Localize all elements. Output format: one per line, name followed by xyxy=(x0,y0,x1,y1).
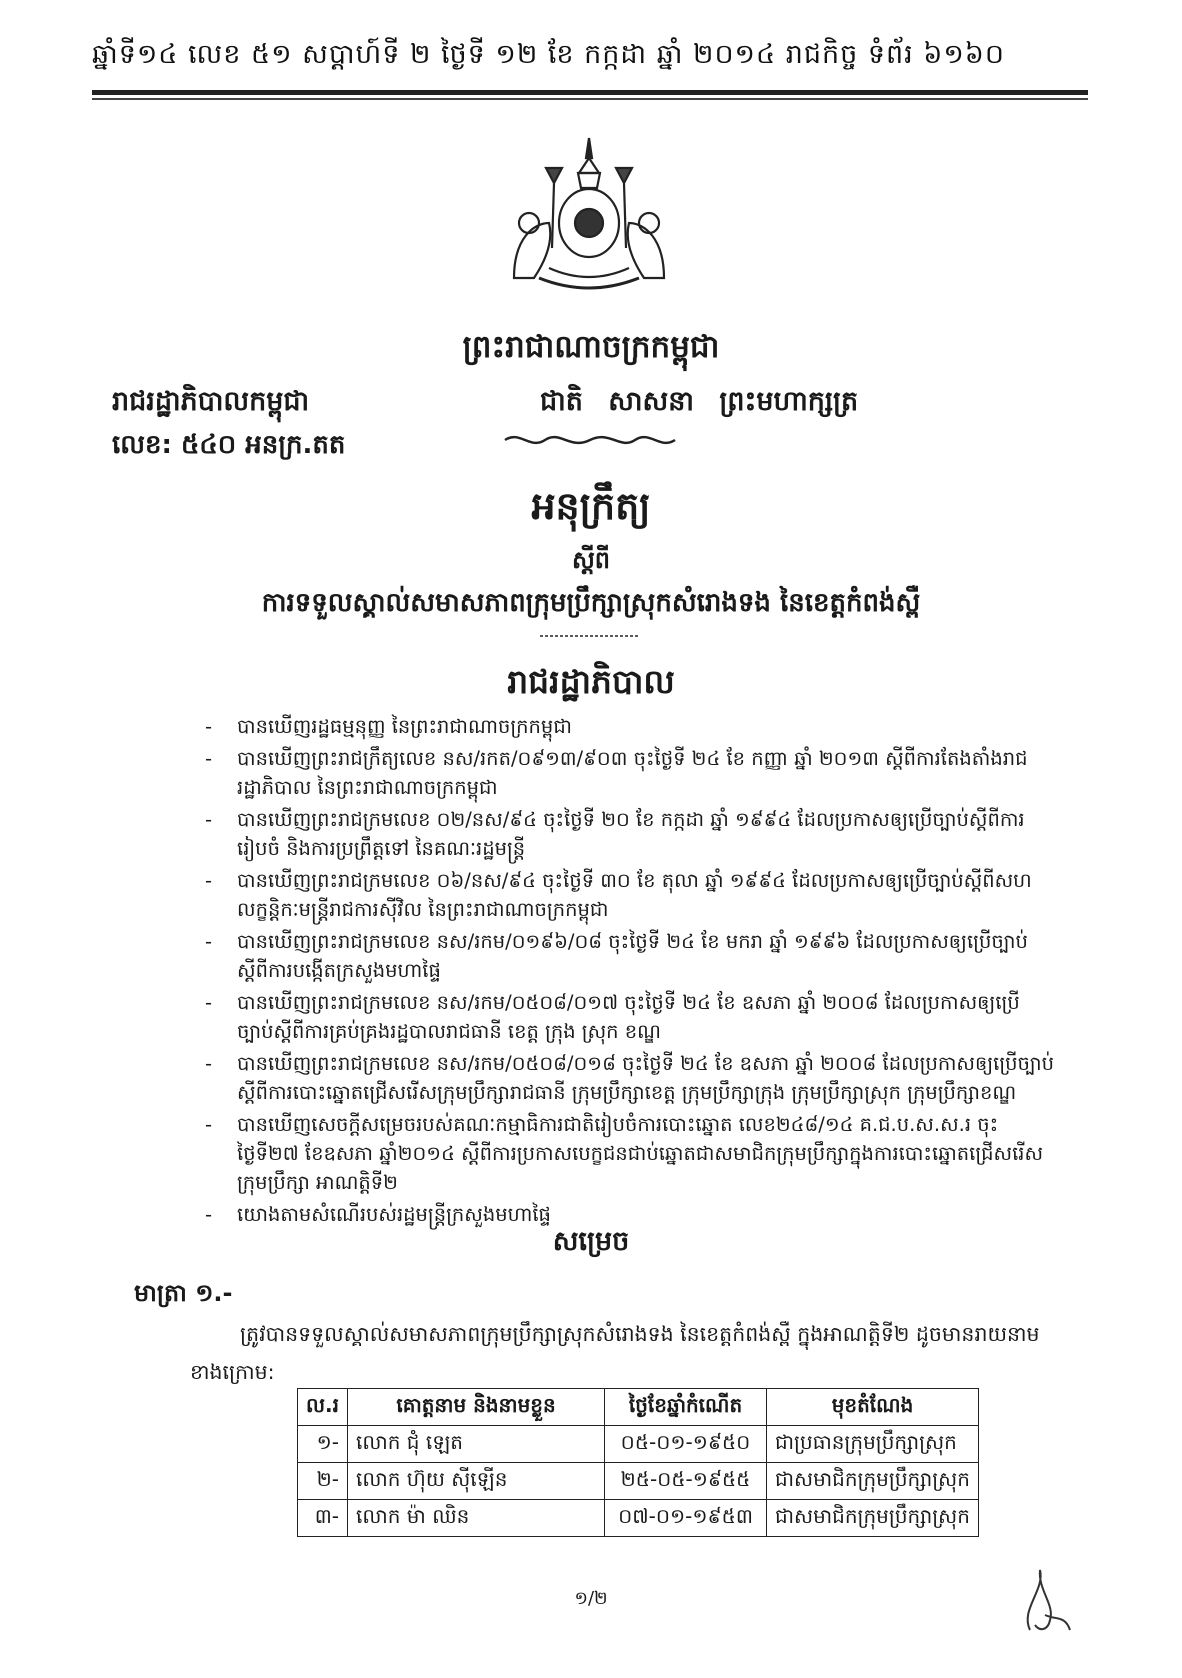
royal-coat-of-arms-icon xyxy=(494,128,684,298)
decision-heading: សម្រេច xyxy=(552,1226,630,1257)
cell-no: ២- xyxy=(298,1463,348,1500)
preamble-item: - បានឃើញព្រះរាជក្រឹត្យលេខ នស/រកត/០៩១៣/៩០៣ ចុះថ្ងៃទី ២៤ ខែ កញ្ញា ឆ្នាំ ២០១៣ ស្តីពីការតែងតាំងរាជរដ្ឋាភិបាល នៃព្រះរាជាណាចក្រកម្ពុជា xyxy=(205,744,1055,802)
decree-number: លេខ: ៥៤០ អនក្រ.តត xyxy=(112,430,346,460)
header-rule-thin xyxy=(92,98,1088,100)
cell-position: ជាសមាជិកក្រុមប្រឹក្សាស្រុក xyxy=(767,1500,979,1537)
preamble-item: - បានឃើញរដ្ឋធម្មនុញ្ញ នៃព្រះរាជាណាចក្រកម្ពុជា xyxy=(205,712,1055,741)
government-name: រាជរដ្ឋាភិបាលកម្ពុជា xyxy=(112,386,310,417)
preamble-item: - បានឃើញព្រះរាជក្រមលេខ ០២/នស/៩៤ ចុះថ្ងៃទី ២០ ខែ កក្កដា ឆ្នាំ ១៩៩៤ ដែលប្រកាសឲ្យប្រើច្បាប់ស្តីពីការរៀបចំ និងការប្រព្រឹត្តទៅ នៃគណៈរដ្ឋមន្ត្រី xyxy=(205,805,1055,863)
column-header: ថ្ងៃខែឆ្នាំកំណើត xyxy=(605,1389,767,1426)
cell-name: លោក ហ៊ុយ ស៊ីឡេីន xyxy=(348,1463,605,1500)
table-row xyxy=(298,1426,979,1463)
page-number: ១/២ xyxy=(574,1588,608,1609)
header-rule xyxy=(92,90,1088,95)
signature-mark-icon xyxy=(1000,1560,1080,1640)
ornament-divider-icon xyxy=(500,430,680,450)
decree-subject: ការទទួលស្គាល់សមាសភាពក្រុមប្រឹក្សាស្រុកសំរោងទង នៃខេត្តកំពង់ស្ពឺ xyxy=(261,588,921,618)
gazette-header: ឆ្នាំទី១៤ លេខ ៥១ សប្តាហ៍ទី ២ ថ្ងៃទី ១២ ខែ កក្កដា ឆ្នាំ ២០១៤ រាជកិច្ច ទំព័រ ៦១៦០ xyxy=(92,39,1006,70)
preamble-item: - បានឃើញព្រះរាជក្រមលេខ ០៦/នស/៩៤ ចុះថ្ងៃទី ៣០ ខែ តុលា ឆ្នាំ ១៩៩៤ ដែលប្រកាសឲ្យប្រើច្បាប់ស្តីពីសហលក្ខន្តិកៈមន្ត្រីរាជការស៊ីវិល នៃព្រះរាជាណាចក្រកម្ពុជា xyxy=(205,866,1055,924)
table-header-row xyxy=(298,1389,979,1426)
preamble-item: - បានឃើញព្រះរាជក្រមលេខ នស/រកម/០១៩៦/០៨ ចុះថ្ងៃទី ២៤ ខែ មករា ឆ្នាំ ១៩៩៦ ដែលប្រកាសឲ្យប្រើច្បាប់ស្តីពីការបង្កើតក្រសួងមហាផ្ទៃ xyxy=(205,927,1055,985)
table-row xyxy=(298,1463,979,1500)
subject-label: ស្តីពី xyxy=(571,546,611,574)
article-1-text: ត្រូវបានទទួលស្គាល់សមាសភាពក្រុមប្រឹក្សាស្រុកសំរោងទង នៃខេត្តកំពង់ស្ពឺ ក្នុងអាណត្តិទី២ ដូចមានរាយនាមខាងក្រោម: xyxy=(190,1322,1040,1384)
preamble-item: - បានឃើញសេចក្តីសម្រេចរបស់គណៈកម្មាធិការជាតិរៀបចំការបោះឆ្នោត លេខ២៤៨/១៤ គ.ជ.ប.ស.ស.រ ចុះថ្ងៃទី២៧ ខែឧសភា ឆ្នាំ២០១៤ ស្តីពីការប្រកាសបេក្ខជនជាប់ឆ្នោតជាសមាជិកក្រុមប្រឹក្សាក្នុងការបោះឆ្នោតជ្រើសរើសក្រុមប្រឹក្សា អាណត្តិទី២ xyxy=(205,1110,1055,1197)
cell-dob: ២៥-០៥-១៩៥៥ xyxy=(605,1463,767,1500)
cell-position: ជាប្រធានក្រុមប្រឹក្សាស្រុក xyxy=(767,1426,979,1463)
column-header: គោត្តនាម និងនាមខ្លួន xyxy=(348,1389,605,1426)
preamble-item: - យោងតាមសំណើរបស់រដ្ឋមន្ត្រីក្រសួងមហាផ្ទៃ xyxy=(205,1200,1055,1229)
cell-no: ១- xyxy=(298,1426,348,1463)
issuer-heading: រាជរដ្ឋាភិបាល xyxy=(507,662,675,701)
cell-name: លោក ជុំ ឡេត xyxy=(348,1426,605,1463)
column-header: មុខតំណែង xyxy=(767,1389,979,1426)
article-1-label: មាត្រា ១.- xyxy=(134,1279,233,1307)
table-row xyxy=(298,1500,979,1537)
separator-icon xyxy=(540,632,640,640)
kingdom-title: ព្រះរាជាណាចក្រកម្ពុជា xyxy=(462,329,720,365)
document-type-title: អនុក្រឹត្យ xyxy=(531,484,651,528)
preamble-list xyxy=(205,712,1055,1232)
cell-dob: ០៧-០១-១៩៥៣ xyxy=(605,1500,767,1537)
members-table xyxy=(297,1388,979,1537)
national-motto: ជាតិ សាសនា ព្រះមហាក្សត្រ xyxy=(540,386,859,417)
cell-no: ៣- xyxy=(298,1500,348,1537)
cell-name: លោក ម៉ា ឈិន xyxy=(348,1500,605,1537)
column-header: ល.រ xyxy=(298,1389,348,1426)
preamble-item: - បានឃើញព្រះរាជក្រមលេខ នស/រកម/០៥០៨/០១៧ ចុះថ្ងៃទី ២៤ ខែ ឧសភា ឆ្នាំ ២០០៨ ដែលប្រកាសឲ្យប្រើច្បាប់ស្តីពីការគ្រប់គ្រងរដ្ឋបាលរាជធានី ខេត្ត ក្រុង ស្រុក ខណ្ឌ xyxy=(205,988,1055,1046)
preamble-item: - បានឃើញព្រះរាជក្រមលេខ នស/រកម/០៥០៨/០១៨ ចុះថ្ងៃទី ២៤ ខែ ឧសភា ឆ្នាំ ២០០៨ ដែលប្រកាសឲ្យប្រើច្បាប់ស្តីពីការបោះឆ្នោតជ្រើសរើសក្រុមប្រឹក្សារាជធានី ក្រុមប្រឹក្សាខេត្ត ក្រុមប្រឹក្សាក្រុង ក្រុមប្រឹក្សាស្រុក ក្រុមប្រឹក្សាខណ្ឌ xyxy=(205,1049,1055,1107)
cell-dob: ០៥-០១-១៩៥០ xyxy=(605,1426,767,1463)
cell-position: ជាសមាជិកក្រុមប្រឹក្សាស្រុក xyxy=(767,1463,979,1500)
